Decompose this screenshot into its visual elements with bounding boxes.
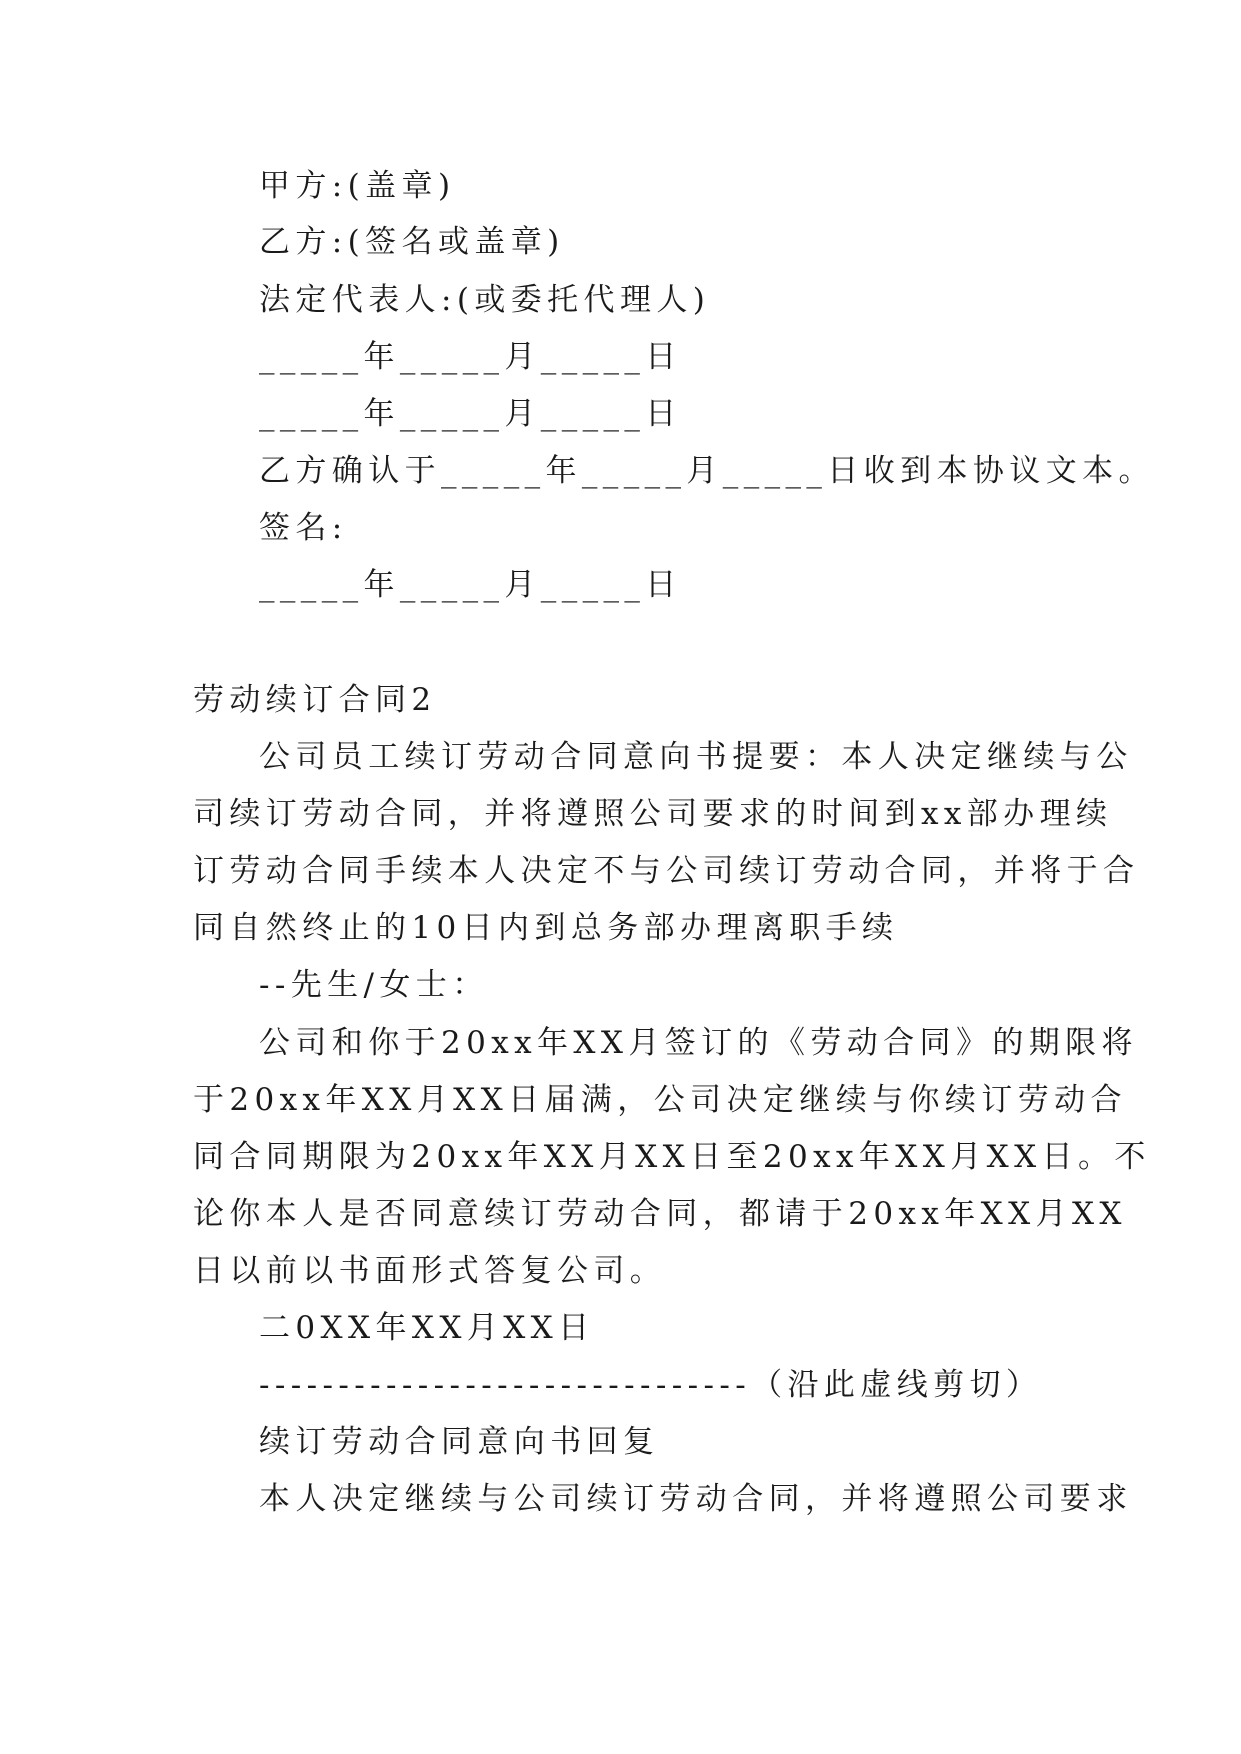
- summary-line: 订劳动合同手续本人决定不与公司续订劳动合同，并将于合: [193, 853, 1140, 889]
- reply-title: 续订劳动合同意向书回复: [259, 1424, 660, 1460]
- summary-line: 同自然终止的10日内到总务部办理离职手续: [193, 910, 899, 946]
- section-title: 劳动续订合同2: [193, 682, 437, 718]
- notice-line: 公司和你于20xx年XX月签订的《劳动合同》的期限将: [259, 1025, 1138, 1061]
- notice-line: 论你本人是否同意续订劳动合同，都请于20xx年XX月XX: [193, 1196, 1127, 1232]
- reply-first-line: 本人决定继续与公司续订劳动合同，并将遵照公司要求: [259, 1481, 1133, 1517]
- signature-label: 签名:: [259, 510, 348, 546]
- date-line-3: _____年_____月_____日: [259, 567, 682, 603]
- party-a-line: 甲方:(盖章): [259, 168, 456, 204]
- notice-line: 日以前以书面形式答复公司。: [193, 1253, 667, 1289]
- receipt-confirmation-line: 乙方确认于_____年_____月_____日收到本协议文本。: [259, 453, 1155, 489]
- summary-line: 公司员工续订劳动合同意向书提要：本人决定继续与公: [259, 739, 1133, 775]
- date-line-2: _____年_____月_____日: [259, 396, 682, 432]
- date-line-1: _____年_____月_____日: [259, 339, 682, 375]
- legal-representative-line: 法定代表人:(或委托代理人): [259, 282, 711, 318]
- notice-line: 于20xx年XX月XX日届满，公司决定继续与你续订劳动合: [193, 1082, 1127, 1118]
- notice-date: 二0XX年XX月XX日: [259, 1310, 595, 1346]
- summary-line: 司续订劳动合同，并将遵照公司要求的时间到xx部办理续: [193, 796, 1113, 832]
- salutation: --先生/女士：: [259, 967, 489, 1003]
- party-b-line: 乙方:(签名或盖章): [259, 224, 565, 260]
- cut-line: -------------------------------（沿此虚线剪切）: [259, 1367, 1043, 1403]
- notice-line: 同合同期限为20xx年XX月XX日至20xx年XX月XX日。不: [193, 1139, 1151, 1175]
